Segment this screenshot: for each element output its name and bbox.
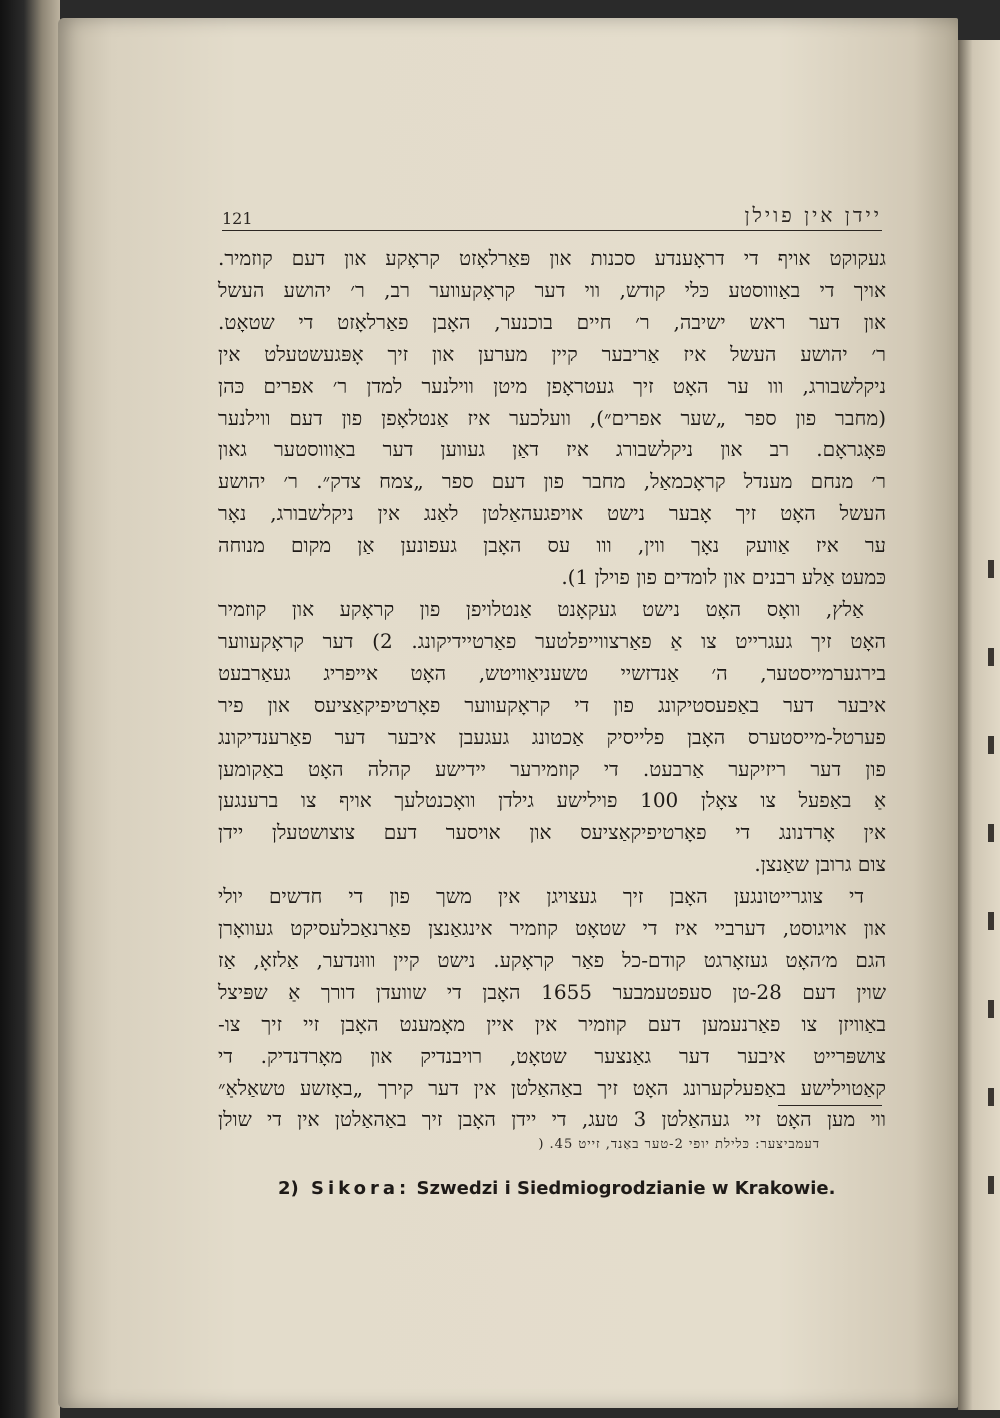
footnote-1-text: דעמביצער: כּלילת יופי 2-טער באַנד, זייט 45. — [549, 1137, 820, 1152]
facing-page-text-fragments — [984, 560, 998, 1264]
text-line: שוין דעם 28-טן סעפטעמבער 1655 האָבן די שוועדן דורך אַ שפּיצל — [218, 979, 886, 1004]
text-line: קאַטוילישע באַפעלקערונג האָט זיך באַהאַלטן אין דער קירך „באָזשע טשאַלאַ״ — [218, 1075, 886, 1100]
text-line: אַ באַפעל צו צאָלן 100 פוילישע גילדן וואָכנטלעך אויף צו ברענגען — [218, 788, 886, 813]
text-line: און דער ראש ישיבה, ר׳ חיים בוכנער, האָבן פאַרלאָזט די שטאָט. — [218, 309, 886, 334]
footnote-rule — [778, 1105, 882, 1106]
text-line: ניקלשבורג, ווו ער האָט זיך געטראָפן מיטן ווילנער למדן ר׳ אפרים כּהן — [218, 373, 886, 398]
text-line: צושפּרייט איבער דער גאַנצער שטאָט, רויבנדיק און מאָרדנדיק. די — [218, 1043, 886, 1068]
footnote-2 — [278, 1178, 884, 1199]
text-line: און אויגוסט, דערביי איז די שטאָט קוזמיר אינגאַנצן פאַרנאַכלעסיקט געוואָרן — [218, 916, 886, 941]
footnote-2-marker: 2) — [278, 1178, 299, 1199]
footnote-1-marker: ( — [538, 1137, 545, 1152]
running-head — [222, 198, 882, 228]
text-line: איבער דער באַפעסטיקונג פון די קראָקעווער פאָרטיפיקאַציעס און פיר — [218, 692, 886, 717]
text-line: בירגערמייסטער, ה׳ אַנדזשיי טשעניאַוויטש, האָט אייפריג געאַרבעט — [218, 660, 886, 685]
text-line: געקוקט אויף די דראָענדע סכנות און פּאַרלאָזט קראָקע און דעם קוזמיר. — [218, 246, 886, 270]
page-number: 121 — [222, 209, 253, 228]
running-title: יידן אין פוילן — [744, 203, 882, 227]
text-line: פערטל-מייסטערס האָבן פלייסיק אַכטונג געגעבן איבער דער פאַרענדיקונג — [218, 724, 886, 749]
text-line: כּמעט אַלע רבנים און לומדים פון פוילן 1). — [561, 565, 886, 590]
text-line: העשל האָט זיך אָבער נישט אויפגעהאַלטן לאַנג אין ניקלשבורג, נאָר — [218, 501, 886, 526]
text-line: אויך די באַוווסטע כּלי קודש, ווי דער קראָקעווער רב, ר׳ יהושע העשל — [218, 277, 886, 302]
text-line: ווי מען האָט זיי געהאַלטן 3 טעג, די יידן האָבן זיך באַהאַלטן אין די שולן — [218, 1107, 886, 1132]
footnote-1 — [420, 1136, 820, 1152]
footnote-2-title: Szwedzi i Siedmiogrodzianie w Krakowie. — [416, 1178, 836, 1199]
text-line: פון דער ריזיקער אַרבעט. די קוזמירער יידישע קהלה האָט באַקומען — [218, 756, 886, 781]
body-text — [218, 243, 886, 1136]
book-spine-edge — [0, 0, 60, 1418]
text-line: ער איז אַוועק נאָך ווין, ווו עס האָבן געפונען אַן מקום מנוחה — [218, 533, 886, 558]
text-line: די צוגרייטונגען האָבן זיך געצויגן אין משך פון די חדשים יולי — [218, 884, 864, 909]
text-line: באַוויזן צו פאַרנעמען דעם קוזמיר אין איין מאָמענט האָבן זיי זיך צו- — [218, 1011, 886, 1036]
text-line: (מחבר פון ספר „שער אפרים״), וועלכער איז אַנטלאָפן פון דעם ווילנער — [218, 405, 886, 430]
header-rule — [222, 230, 882, 231]
footnote-2-author: Sikora: — [311, 1178, 411, 1199]
text-line: ר׳ מנחם מענדל קראָכמאַל, מחבר פון דעם ספר „צמח צדק״. ר׳ יהושע — [218, 469, 886, 494]
text-line: צום גרובן שאַנצן. — [754, 852, 886, 877]
text-line: אין אָרדנונג די פאָרטיפיקאַציעס און אויסער דעם צוצושטעלן יידן — [218, 820, 886, 845]
text-line: אַלץ, וואָס האָט נישט געקאָנט אַנטלויפן פון קראָקע און קוזמיר — [218, 596, 864, 621]
text-line: הגם מ׳האָט געזאָרגט קודם-כל פאַר קראָקע. נישט קיין וווּנדער, אַלזאָ, אַז — [218, 947, 886, 972]
text-line: ר׳ יהושע העשל איז אַריבער קיין מערען און זיך אָפּגעשטעלט אין — [218, 341, 886, 366]
text-line: האָט זיך געגרייט צו אַ פאַרצווייפלטער פאַרטיידיקונג. 2) דער קראָקעווער — [218, 628, 887, 653]
text-line: פּאָגראָם. רב און ניקלשבורג איז דאַן געווען דער באַוווסטער גאון — [218, 437, 886, 462]
